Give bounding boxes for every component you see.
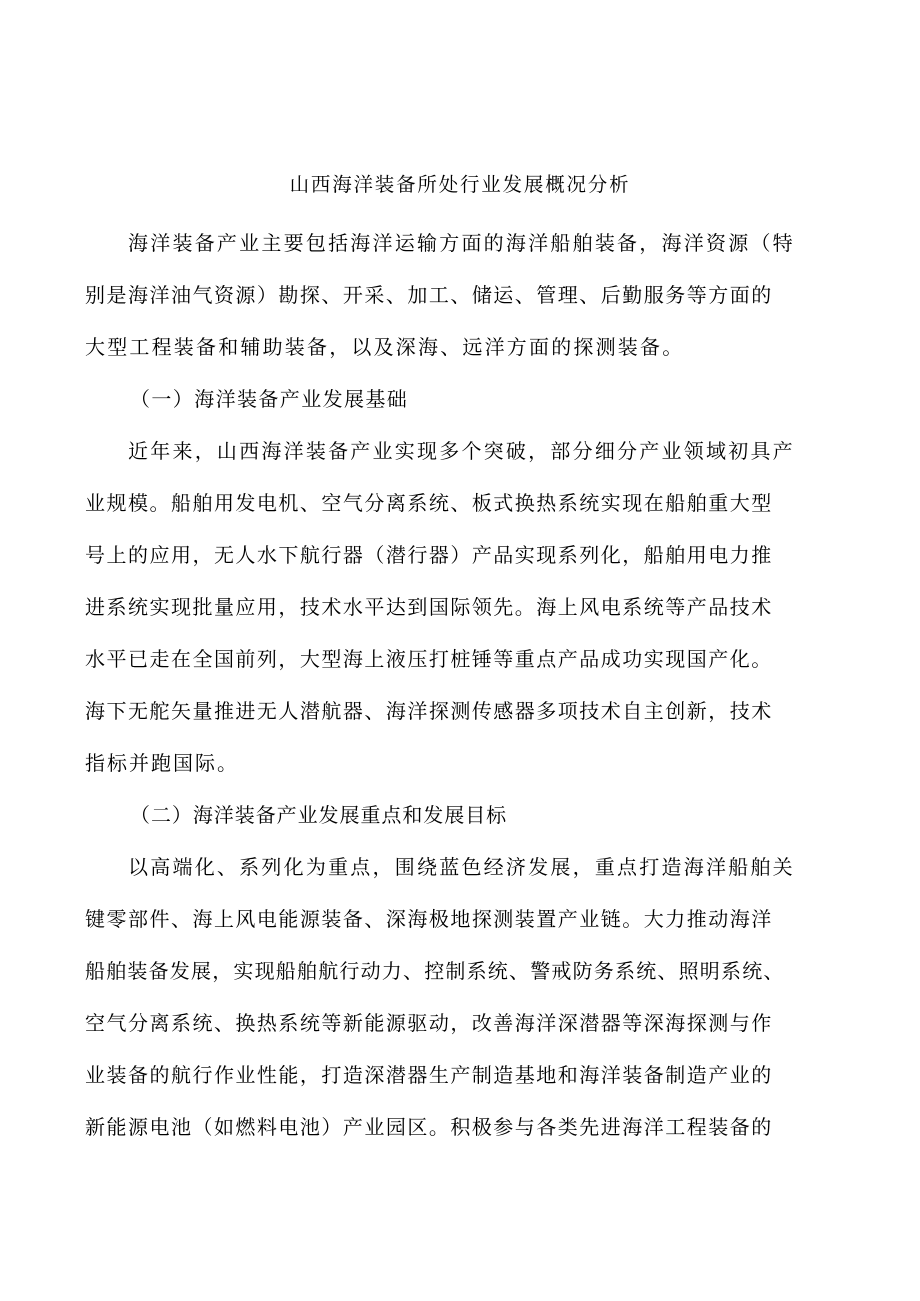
paragraph-line: 键零部件、海上风电能源装备、深海极地探测装置产业链。大力推动海洋 xyxy=(85,907,773,931)
paragraph-line: 大型工程装备和辅助装备，以及深海、远洋方面的探测装备。 xyxy=(85,335,685,359)
paragraph-line: 海下无舵矢量推进无人潜航器、海洋探测传感器多项技术自主创新，技术 xyxy=(85,699,773,723)
paragraph-line: 别是海洋油气资源）勘探、开采、加工、储运、管理、后勤服务等方面的 xyxy=(85,283,773,307)
paragraph-line: 指标并跑国际。 xyxy=(85,751,239,775)
paragraph-line: 号上的应用，无人水下航行器（潜行器）产品实现系列化，船舶用电力推 xyxy=(85,543,773,567)
section-heading: （二）海洋装备产业发展重点和发展目标 xyxy=(130,803,508,827)
paragraph-line: 进系统实现批量应用，技术水平达到国际领先。海上风电系统等产品技术 xyxy=(85,595,773,619)
paragraph-line: 水平已走在全国前列，大型海上液压打桩锤等重点产品成功实现国产化。 xyxy=(85,647,773,671)
paragraph-line: 以高端化、系列化为重点，围绕蓝色经济发展，重点打造海洋船舶关 xyxy=(128,855,795,879)
document-title: 山西海洋装备所处行业发展概况分析 xyxy=(289,173,631,196)
paragraph-line: 业装备的航行作业性能，打造深潜器生产制造基地和海洋装备制造产业的 xyxy=(85,1063,773,1087)
paragraph-line: 海洋装备产业主要包括海洋运输方面的海洋船舶装备，海洋资源（特 xyxy=(128,231,795,255)
section-heading: （一）海洋装备产业发展基础 xyxy=(130,387,409,411)
paragraph-line: 空气分离系统、换热系统等新能源驱动，改善海洋深潜器等深海探测与作 xyxy=(85,1011,773,1035)
paragraph-line: 新能源电池（如燃料电池）产业园区。积极参与各类先进海洋工程装备的 xyxy=(85,1115,773,1139)
paragraph-line: 近年来，山西海洋装备产业实现多个突破，部分细分产业领域初具产 xyxy=(128,439,795,463)
paragraph-line: 业规模。船舶用发电机、空气分离系统、板式换热系统实现在船舶重大型 xyxy=(85,491,773,515)
paragraph-line: 船舶装备发展，实现船舶航行动力、控制系统、警戒防务系统、照明系统、 xyxy=(85,959,785,983)
